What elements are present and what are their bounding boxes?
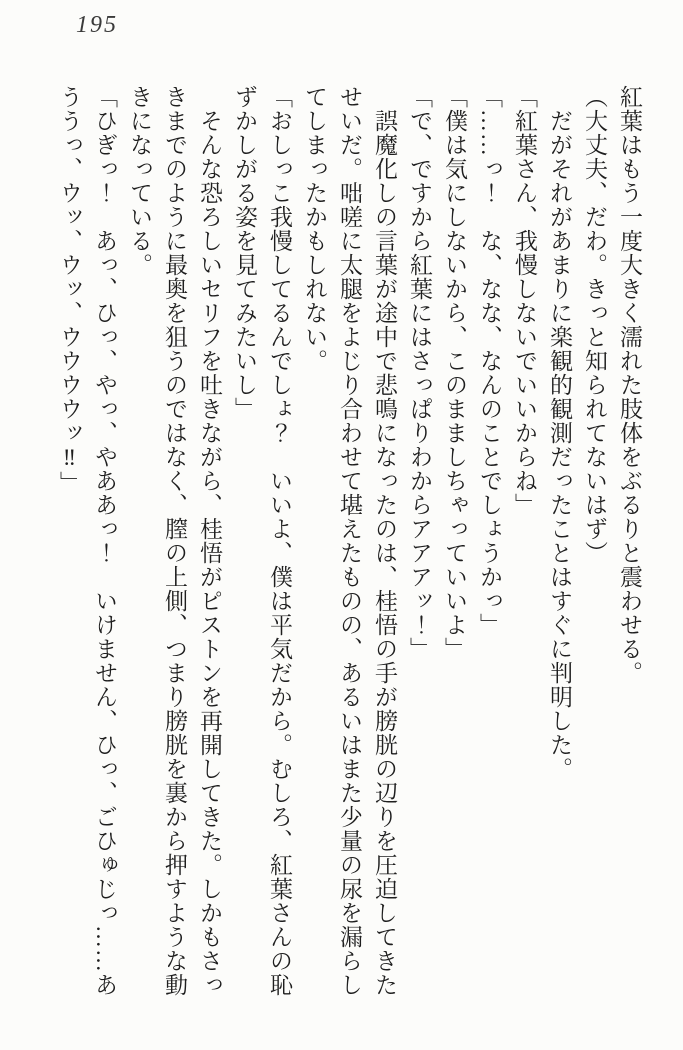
page-text [52, 85, 647, 1010]
text-line: 紅葉はもう一度大きく濡れた肢体をぶるりと震わせる。 [617, 85, 642, 685]
text-line: 「ひぎっ！ あっ、ひっ、やっ、やああっ！ いけません、ひっ、ごひゅじっ……あ [92, 85, 117, 997]
text-line: 「紅葉さん、我慢しないでいいからね」 [512, 85, 537, 517]
text-line: 誤魔化しの言葉が途中で悲鳴になったのは、桂悟の手が膀胱の辺りを圧迫してきた [372, 109, 397, 997]
text-line: きになっている。 [127, 85, 152, 277]
text-line: ううっ、ウッ、ウッ、ウウウウッ‼」 [57, 85, 82, 495]
text-line: だがそれがあまりに楽観的観測だったことはすぐに判明した。 [547, 109, 572, 781]
text-line: せいだ。咄嗟に太腿をよじり合わせて堪えたものの、あるいはまた少量の尿を漏らし [337, 85, 362, 997]
text-line: 「僕は気にしないから、このまましちゃっていいよ」 [442, 85, 467, 661]
text-line: きまでのように最奥を狙うのではなく、膣の上側、つまり膀胱を裏から押すような動 [162, 85, 187, 997]
page-number: 195 [76, 12, 118, 38]
text-line: てしまったかもしれない。 [302, 85, 327, 373]
text-line: （大丈夫、だわ。きっと知られてないはず） [582, 85, 607, 565]
text-line: 「で、ですから紅葉にはさっぱりわからアアアッ！」 [407, 85, 432, 661]
text-line: そんな恐ろしいセリフを吐きながら、桂悟がピストンを再開してきた。しかもさっ [197, 109, 222, 997]
text-line: ずかしがる姿を見てみたいし」 [232, 85, 257, 421]
text-line: 「おしっこ我慢してるんでしょ？ いいよ、僕は平気だから。むしろ、紅葉さんの恥 [267, 85, 292, 997]
text-line: 「……っ！ な、なな、なんのことでしょうかっ」 [477, 85, 502, 637]
